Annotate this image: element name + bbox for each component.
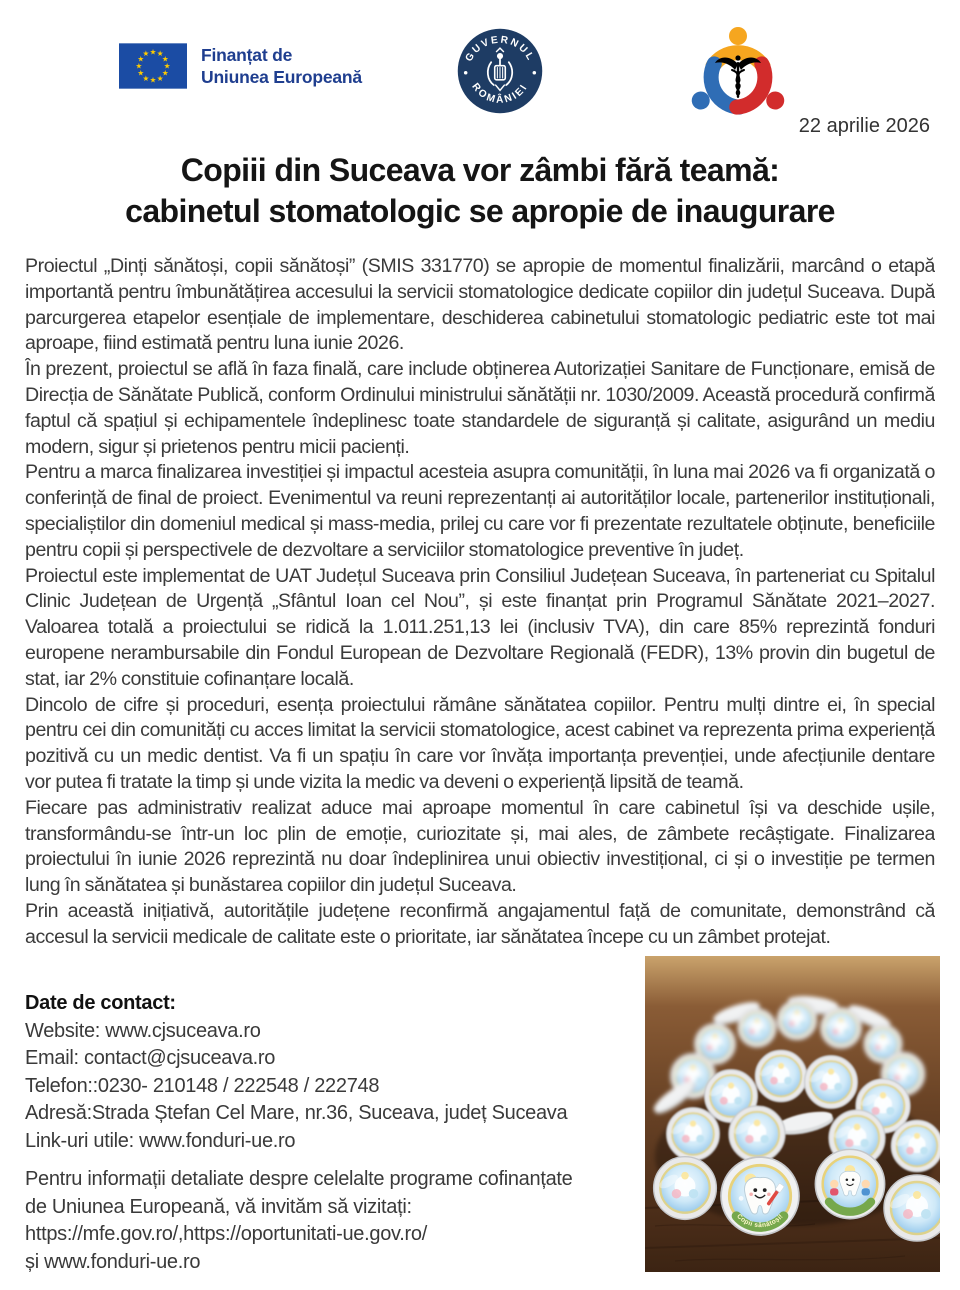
eu-star-icon: ★ [161,68,169,78]
contact-section [25,990,625,1156]
person-red [737,64,788,122]
eu-star-icon: ★ [137,68,145,78]
eu-star-icon: ★ [156,49,164,59]
body-paragraph: În prezent, proiectul se află în faza finală, care include obținerea Autorizației Sanitare de Funcționare, emisă de Direcția de Sănătate Publică, conform Ordinului ministrului sănătății nr. 1030/2009. Această procedură confirmă faptul că spațiul și echipamentele îndeplinesc toate standardele de siguranță și calitate, asigurând un mediu modern, sigur și prietenos pentru micii pacienți. [25,358,935,458]
eu-funding-label-line1: Finanțat de [201,45,293,65]
eu-funding-logo [119,42,362,90]
body-paragraph: Proiectul este implementat de UAT Județul Suceava prin Consiliul Județean Suceava, în parteneriat cu Spitalul Clinic Județean de Urgență „Sfântul Ioan cel Nou”, și este finanțat prin Programul Sănătate 2021–2027. Valoarea totală a proiectului se ridică la 1.011.251,13 lei (inclusiv TVA), din care 85% reprezintă fonduri europene nerambursabile din Fondul European de Dezvoltare Regională (FEDR), 13% provin din bugetul de stat, iar 2% constituie cofinanțare locală. [25,564,935,690]
gov-seal-bottom-text: ROMÂNIEI [469,81,531,106]
badges-photo [645,956,940,1272]
eu-star-icon: ★ [161,54,169,64]
contact-line-links: Link-uri utile: www.fonduri-ue.ro [25,1129,296,1152]
footer-line: de Uniunea Europeană, vă invităm să vizitați: [25,1195,412,1218]
body-paragraph: Proiectul „Dinți sănătoși, copii sănătoși” (SMIS 331770) se apropie de momentul finalizării, marcând o etapă importantă pentru îmbunătățirea accesului la servicii stomatologice dedicate copiilor din județul Suceava. După parcurgerea etapelor esențiale de implementare, deschiderea cabinetului stomatologic pediatric este tot mai aproape, fiind estimată pentru luna iunie 2026. [25,255,935,355]
person-blue [688,64,739,122]
contact-line-email: Email: contact@cjsuceava.ro [25,1047,276,1070]
contact-line-address: Adresă:Strada Ștefan Cel Mare, nr.36, Suceava, județ Suceava [25,1102,568,1125]
badge-text: Copii sănătoși! [735,1212,785,1230]
three-people-caduceus-icon [688,22,788,122]
eu-star-icon: ★ [137,54,145,64]
contact-line-website: Website: www.cjsuceava.ro [25,1019,261,1042]
page-title [0,150,960,232]
body-text [25,254,935,952]
eu-star-icon: ★ [135,61,143,71]
eu-star-icon: ★ [149,75,157,85]
eu-funding-label [201,44,362,88]
date-text: 22 aprilie 2026 [798,115,930,137]
body-paragraph: Pentru a marca finalizarea investiției și impactul acesteia asupra comunității, în luna mai 2026 va fi organizată o conferință de final de proiect. Evenimentul va reuni reprezentanți ai autorităților locale, partenerilor instituționali, specialiștilor din domeniul medical și mass-media, prilej cu care vor fi prezentate rezultatele obținute, beneficiile pentru copii și perspectivele de dezvoltare a serviciilor stomatologice preventive în județ. [25,461,935,561]
body-paragraph: Dincolo de cifre și proceduri, esența proiectului rămâne sănătatea copiilor. Pentru mulți dintre ei, în special pentru cei din comunități cu acces limitat la servicii stomatologice, acest cabinet va reprezenta prima experiență pozitivă cu un medic dentist. Va fi un spațiu în care vor învăța importanța prevenției, unde afecțiunile dentare vor putea fi tratate la timp și unde vizita la medic va deveni o experiență lipsită de teamă. [25,693,935,793]
page-title-line1: Copiii din Suceava vor zâmbi fără teamă: [180,152,780,188]
contact-heading: Date de contact: [25,992,176,1014]
body-paragraph: Fiecare pas administrativ realizat aduce mai aproape momentul în care cabinetul își va deschide ușile, transformându-se într-un loc plin de emoție, curiozitate și, mai ales, de zâmbete recâștigate. Finalizarea proiectului în iunie 2026 reprezintă nu doar îndeplinirea unui obiectiv investițional, ci și o investiție pe termen lung în sănătatea și bunăstarea copiilor din județul Suceava. [25,796,935,897]
footer-note [25,1166,625,1277]
footer-line: https://mfe.gov.ro/,https://oportunitati-ue.gov.ro/ [25,1223,427,1246]
footer-line: și www.fonduri-ue.ro [25,1251,201,1274]
footer-line: Pentru informații detaliate despre celelalte programe cofinanțate [25,1168,573,1190]
badge-main [721,1157,799,1235]
page-title-line2: cabinetul stomatologic se apropie de inaugurare [125,193,835,229]
eu-star-icon: ★ [163,61,171,71]
body-paragraph: Prin această inițiativă, autoritățile județene reconfirmă angajamentul față de comunitate, demonstrând că accesul la servicii medicale de calitate este o prioritate, iar sănătatea începe cu un zâmbet protejat. [25,899,935,948]
eu-star-icon: ★ [156,73,164,83]
eu-funding-label-line2: Uniunea Europeană [201,67,362,87]
eu-star-icon: ★ [149,47,157,57]
gov-seal-top-text: GUVERNUL [463,34,537,64]
badge-with-tooth [815,1149,884,1218]
romanian-government-seal-icon [456,27,544,115]
eu-star-icon: ★ [142,73,150,83]
contact-line-phone: Telefon::0230- 210148 / 222548 / 222748 [25,1074,380,1097]
eu-flag-icon [119,42,187,90]
eu-star-icon: ★ [142,49,150,59]
